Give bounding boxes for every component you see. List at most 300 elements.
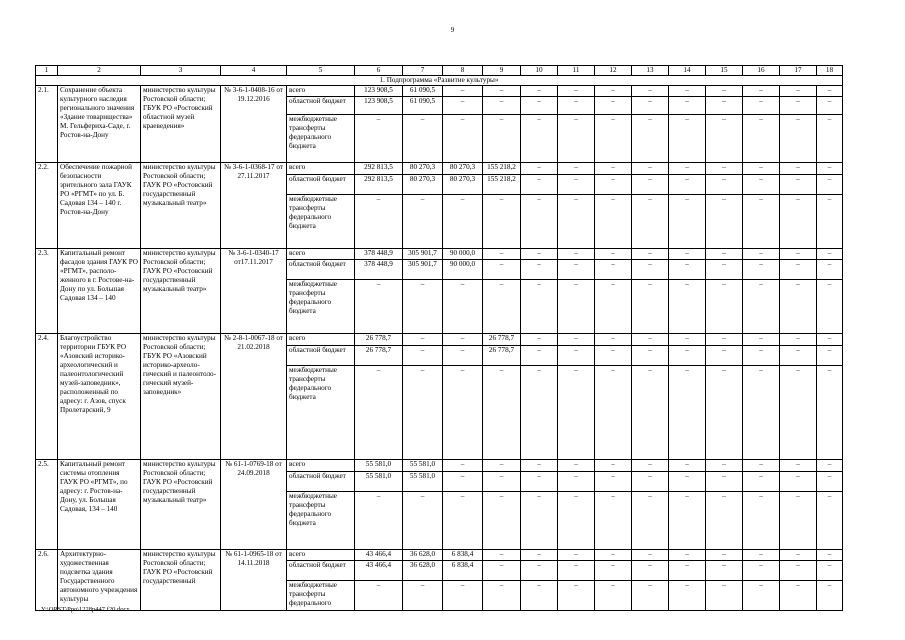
value-col-18: – — [817, 86, 843, 97]
value-col-17: – — [780, 86, 817, 97]
value-col-7: – — [403, 581, 443, 611]
funding-source: областной бюджет — [287, 472, 355, 492]
value-col-14: – — [669, 581, 706, 611]
value-col-16: – — [743, 86, 780, 97]
value-col-18: – — [817, 492, 843, 550]
executor: министерство культуры Ростовской области; ГБУК РО «Ростовский областной музей краеведения» — [141, 86, 221, 163]
funding-source: всего — [287, 460, 355, 472]
value-col-9: – — [483, 86, 521, 97]
value-col-6: – — [355, 280, 403, 334]
table-row — [36, 550, 843, 561]
value-col-10: – — [521, 366, 558, 460]
value-col-8: – — [443, 115, 483, 163]
funding-source: всего — [287, 550, 355, 561]
value-col-8: 6 838,4 — [443, 550, 483, 561]
value-col-17: – — [780, 97, 817, 115]
value-col-10: – — [521, 280, 558, 334]
value-col-17: – — [780, 175, 817, 195]
value-col-8: – — [443, 334, 483, 346]
value-col-16: – — [743, 115, 780, 163]
value-col-11: – — [558, 97, 595, 115]
value-col-9: 26 778,7 — [483, 334, 521, 346]
value-col-13: – — [632, 550, 669, 561]
value-col-7: 36 628,0 — [403, 550, 443, 561]
value-col-12: – — [595, 195, 632, 249]
value-col-9: – — [483, 472, 521, 492]
value-col-13: – — [632, 492, 669, 550]
value-col-7: 80 270,3 — [403, 175, 443, 195]
value-col-14: – — [669, 346, 706, 366]
table-row — [36, 460, 843, 472]
value-col-14: – — [669, 366, 706, 460]
value-col-17: – — [780, 346, 817, 366]
value-col-12: – — [595, 260, 632, 280]
value-col-6: – — [355, 195, 403, 249]
value-col-17: – — [780, 249, 817, 260]
column-number: 13 — [632, 66, 669, 76]
value-col-8: 80 270,3 — [443, 175, 483, 195]
value-col-12: – — [595, 97, 632, 115]
value-col-18: – — [817, 195, 843, 249]
value-col-13: – — [632, 561, 669, 581]
value-col-14: – — [669, 175, 706, 195]
value-col-12: – — [595, 581, 632, 611]
row-number: 2.2. — [36, 163, 58, 249]
value-col-7: 305 901,7 — [403, 260, 443, 280]
value-col-15: – — [706, 86, 743, 97]
value-col-13: – — [632, 175, 669, 195]
value-col-7: – — [403, 366, 443, 460]
value-col-12: – — [595, 346, 632, 366]
program-table — [35, 65, 843, 611]
value-col-15: – — [706, 561, 743, 581]
value-col-8: – — [443, 280, 483, 334]
value-col-10: – — [521, 97, 558, 115]
value-col-7: – — [403, 346, 443, 366]
value-col-9: 155 218,2 — [483, 175, 521, 195]
value-col-10: – — [521, 561, 558, 581]
column-number: 12 — [595, 66, 632, 76]
value-col-15: – — [706, 581, 743, 611]
value-col-11: – — [558, 334, 595, 346]
column-number: 4 — [221, 66, 287, 76]
document-number: № 61-1-0769-18 от 24.09.2018 — [221, 460, 287, 550]
value-col-11: – — [558, 249, 595, 260]
value-col-8: – — [443, 346, 483, 366]
value-col-8: 90 000,0 — [443, 249, 483, 260]
value-col-18: – — [817, 280, 843, 334]
value-col-7: – — [403, 280, 443, 334]
funding-source: межбюджетные трансферты федерального бюджета — [287, 366, 355, 460]
value-col-6: 43 466,4 — [355, 561, 403, 581]
value-col-14: – — [669, 115, 706, 163]
column-number: 18 — [817, 66, 843, 76]
value-col-11: – — [558, 366, 595, 460]
value-col-9: – — [483, 260, 521, 280]
value-col-6: – — [355, 366, 403, 460]
value-col-10: – — [521, 581, 558, 611]
executor: министерство культуры Ростовской области; ГАУК РО «Ростовский государственный — [141, 550, 221, 611]
column-number-row — [36, 66, 843, 76]
row-number: 2.5. — [36, 460, 58, 550]
value-col-16: – — [743, 175, 780, 195]
value-col-7: 61 090,5 — [403, 86, 443, 97]
value-col-15: – — [706, 472, 743, 492]
document-number: № 3-6-1-0408-16 от 19.12.2016 — [221, 86, 287, 163]
value-col-18: – — [817, 97, 843, 115]
document-number: № 61-1-0965-18 от 14.11.2018 — [221, 550, 287, 611]
funding-source: областной бюджет — [287, 260, 355, 280]
value-col-16: – — [743, 492, 780, 550]
funding-source: всего — [287, 86, 355, 97]
value-col-17: – — [780, 550, 817, 561]
value-col-16: – — [743, 334, 780, 346]
value-col-16: – — [743, 581, 780, 611]
value-col-8: 6 838,4 — [443, 561, 483, 581]
value-col-9: – — [483, 366, 521, 460]
executor: министерство культуры Ростовской области; ГБУК РО «Азовский историко-археологический и палеонтологический музей-заповедник» — [141, 334, 221, 460]
value-col-17: – — [780, 460, 817, 472]
value-col-11: – — [558, 260, 595, 280]
value-col-6: 43 466,4 — [355, 550, 403, 561]
value-col-10: – — [521, 346, 558, 366]
value-col-12: – — [595, 115, 632, 163]
value-col-10: – — [521, 492, 558, 550]
value-col-8: – — [443, 97, 483, 115]
value-col-10: – — [521, 163, 558, 175]
value-col-15: – — [706, 163, 743, 175]
value-col-9: 26 778,7 — [483, 346, 521, 366]
document-number: № 2-8-1-0067-18 от 21.02.2018 — [221, 334, 287, 460]
value-col-11: – — [558, 561, 595, 581]
value-col-14: – — [669, 334, 706, 346]
column-number: 11 — [558, 66, 595, 76]
event-name: Архитектурно-художественная подсветка здания Государственного автономного учреждения культуры — [58, 550, 141, 611]
value-col-13: – — [632, 115, 669, 163]
funding-source: областной бюджет — [287, 346, 355, 366]
column-number: 17 — [780, 66, 817, 76]
value-col-13: – — [632, 334, 669, 346]
value-col-7: – — [403, 334, 443, 346]
value-col-14: – — [669, 163, 706, 175]
value-col-6: 292 813,5 — [355, 175, 403, 195]
value-col-12: – — [595, 472, 632, 492]
value-col-6: 123 908,5 — [355, 97, 403, 115]
value-col-16: – — [743, 346, 780, 366]
value-col-16: – — [743, 260, 780, 280]
value-col-18: – — [817, 346, 843, 366]
event-name: Сохранение объекта культурного наследия регионального значения «Здание товарищества» М. Гельфериха-Саде, г. Ростов-на-Дону — [58, 86, 141, 163]
value-col-11: – — [558, 472, 595, 492]
event-name: Обеспечение пожарной безопасности зрительного зала ГАУК РО «РГМТ» по ул. Б. Садовая 134 – 140 г. Ростов-на-Дону — [58, 163, 141, 249]
column-number: 9 — [483, 66, 521, 76]
value-col-13: – — [632, 280, 669, 334]
value-col-6: 55 581,0 — [355, 460, 403, 472]
value-col-17: – — [780, 561, 817, 581]
value-col-8: – — [443, 581, 483, 611]
value-col-6: 26 778,7 — [355, 334, 403, 346]
value-col-14: – — [669, 86, 706, 97]
value-col-12: – — [595, 280, 632, 334]
value-col-10: – — [521, 260, 558, 280]
value-col-6: 55 581,0 — [355, 472, 403, 492]
value-col-13: – — [632, 86, 669, 97]
value-col-14: – — [669, 492, 706, 550]
value-col-12: – — [595, 561, 632, 581]
value-col-7: – — [403, 195, 443, 249]
value-col-7: – — [403, 115, 443, 163]
event-name: Капитальный ремонт фасадов здания ГАУК РО «РГМТ», расположенного в г. Ростове-на-Дону по ул. Большая Садовая 134 – 140 — [58, 249, 141, 334]
column-number: 14 — [669, 66, 706, 76]
value-col-10: – — [521, 550, 558, 561]
executor: министерство культуры Ростовской области; ГАУК РО «Ростовский государственный музыкальный театр» — [141, 163, 221, 249]
value-col-10: – — [521, 86, 558, 97]
value-col-14: – — [669, 472, 706, 492]
value-col-18: – — [817, 561, 843, 581]
event-name: Благоустройство территории ГБУК РО «Азовский историко-археологический и палеонтологический музей-заповедник», расположенный по адресу: г. Азов, спуск Пролетарский, 9 — [58, 334, 141, 460]
value-col-15: – — [706, 346, 743, 366]
value-col-11: – — [558, 195, 595, 249]
value-col-14: – — [669, 97, 706, 115]
value-col-13: – — [632, 97, 669, 115]
value-col-14: – — [669, 561, 706, 581]
value-col-18: – — [817, 334, 843, 346]
column-number: 6 — [355, 66, 403, 76]
value-col-11: – — [558, 175, 595, 195]
row-number: 2.3. — [36, 249, 58, 334]
value-col-11: – — [558, 346, 595, 366]
value-col-17: – — [780, 195, 817, 249]
value-col-10: – — [521, 249, 558, 260]
value-col-18: – — [817, 581, 843, 611]
value-col-10: – — [521, 175, 558, 195]
table-row — [36, 334, 843, 346]
column-number: 16 — [743, 66, 780, 76]
column-number: 3 — [141, 66, 221, 76]
value-col-17: – — [780, 115, 817, 163]
row-number: 2.6. — [36, 550, 58, 611]
funding-source: областной бюджет — [287, 175, 355, 195]
value-col-11: – — [558, 581, 595, 611]
value-col-16: – — [743, 561, 780, 581]
value-col-14: – — [669, 280, 706, 334]
value-col-14: – — [669, 260, 706, 280]
value-col-12: – — [595, 249, 632, 260]
value-col-9: – — [483, 460, 521, 472]
value-col-16: – — [743, 366, 780, 460]
value-col-14: – — [669, 249, 706, 260]
executor: министерство культуры Ростовской области; ГАУК РО «Ростовский государственный музыкальный театр» — [141, 460, 221, 550]
value-col-15: – — [706, 460, 743, 472]
value-col-8: – — [443, 195, 483, 249]
value-col-13: – — [632, 472, 669, 492]
value-col-7: 61 090,5 — [403, 97, 443, 115]
value-col-13: – — [632, 249, 669, 260]
value-col-9: – — [483, 581, 521, 611]
value-col-12: – — [595, 163, 632, 175]
value-col-13: – — [632, 163, 669, 175]
column-number: 5 — [287, 66, 355, 76]
value-col-8: 90 000,0 — [443, 260, 483, 280]
value-col-12: – — [595, 334, 632, 346]
value-col-18: – — [817, 472, 843, 492]
value-col-7: 80 270,3 — [403, 163, 443, 175]
value-col-9: 155 218,2 — [483, 163, 521, 175]
funding-source: областной бюджет — [287, 97, 355, 115]
value-col-11: – — [558, 280, 595, 334]
value-col-18: – — [817, 366, 843, 460]
value-col-18: – — [817, 163, 843, 175]
executor: министерство культуры Ростовской области; ГАУК РО «Ростовский государственный музыкальный театр» — [141, 249, 221, 334]
document-number: № 3-6-1-0340-17 от17.11.2017 — [221, 249, 287, 334]
value-col-10: – — [521, 460, 558, 472]
value-col-16: – — [743, 163, 780, 175]
funding-source: всего — [287, 334, 355, 346]
value-col-10: – — [521, 195, 558, 249]
value-col-16: – — [743, 249, 780, 260]
event-name: Капитальный ремонт системы отопления ГАУК РО «РГМТ», по адресу: г. Ростов-на-Дону, ул. Большая Садовая, 134 – 140 — [58, 460, 141, 550]
value-col-15: – — [706, 280, 743, 334]
value-col-7: 55 581,0 — [403, 460, 443, 472]
row-number: 2.1. — [36, 86, 58, 163]
value-col-6: 26 778,7 — [355, 346, 403, 366]
funding-source: межбюджетные трансферты федерального бюджета — [287, 280, 355, 334]
value-col-11: – — [558, 163, 595, 175]
value-col-17: – — [780, 280, 817, 334]
value-col-13: – — [632, 260, 669, 280]
value-col-9: – — [483, 195, 521, 249]
value-col-9: – — [483, 561, 521, 581]
value-col-10: – — [521, 334, 558, 346]
value-col-11: – — [558, 460, 595, 472]
value-col-14: – — [669, 460, 706, 472]
value-col-13: – — [632, 581, 669, 611]
page-number: 9 — [450, 26, 455, 34]
value-col-17: – — [780, 366, 817, 460]
value-col-9: – — [483, 550, 521, 561]
value-col-15: – — [706, 492, 743, 550]
value-col-15: – — [706, 260, 743, 280]
value-col-14: – — [669, 195, 706, 249]
value-col-15: – — [706, 550, 743, 561]
funding-source: всего — [287, 249, 355, 260]
value-col-14: – — [669, 550, 706, 561]
subprogram-row — [36, 76, 843, 86]
value-col-9: – — [483, 249, 521, 260]
value-col-17: – — [780, 472, 817, 492]
value-col-16: – — [743, 280, 780, 334]
column-number: 10 — [521, 66, 558, 76]
value-col-8: – — [443, 86, 483, 97]
value-col-18: – — [817, 460, 843, 472]
column-number: 15 — [706, 66, 743, 76]
value-col-11: – — [558, 86, 595, 97]
value-col-12: – — [595, 460, 632, 472]
value-col-15: – — [706, 366, 743, 460]
document-number: № 3-6-1-0368-17 от 27.11.2017 — [221, 163, 287, 249]
value-col-6: 378 448,9 — [355, 260, 403, 280]
value-col-13: – — [632, 195, 669, 249]
funding-source: межбюджетные трансферты федерального бюджета — [287, 195, 355, 249]
row-number: 2.4. — [36, 334, 58, 460]
table-row — [36, 86, 843, 97]
value-col-16: – — [743, 460, 780, 472]
value-col-6: 292 813,5 — [355, 163, 403, 175]
value-col-15: – — [706, 97, 743, 115]
value-col-18: – — [817, 260, 843, 280]
value-col-15: – — [706, 195, 743, 249]
value-col-16: – — [743, 550, 780, 561]
funding-source: межбюджетные трансферты федерального бюджета — [287, 492, 355, 550]
value-col-8: – — [443, 366, 483, 460]
value-col-9: – — [483, 115, 521, 163]
column-number: 2 — [58, 66, 141, 76]
subprogram-title: 1. Подпрограмма «Развитие культуры» — [36, 76, 843, 86]
funding-source: межбюджетные трансферты федерального — [287, 581, 355, 611]
funding-source: межбюджетные трансферты федерального бюджета — [287, 115, 355, 163]
value-col-12: – — [595, 86, 632, 97]
value-col-12: – — [595, 550, 632, 561]
value-col-17: – — [780, 581, 817, 611]
value-col-6: – — [355, 115, 403, 163]
funding-source: областной бюджет — [287, 561, 355, 581]
funding-source: всего — [287, 163, 355, 175]
value-col-15: – — [706, 249, 743, 260]
column-number: 7 — [403, 66, 443, 76]
value-col-15: – — [706, 175, 743, 195]
file-path-footer: Y:\ORST\Ppo\1228p447.f20.docx — [41, 606, 130, 613]
value-col-8: – — [443, 460, 483, 472]
value-col-15: – — [706, 334, 743, 346]
column-number: 8 — [443, 66, 483, 76]
value-col-6: 123 908,5 — [355, 86, 403, 97]
value-col-7: 55 581,0 — [403, 472, 443, 492]
value-col-8: – — [443, 492, 483, 550]
value-col-12: – — [595, 175, 632, 195]
value-col-11: – — [558, 115, 595, 163]
value-col-6: – — [355, 581, 403, 611]
value-col-9: – — [483, 280, 521, 334]
value-col-10: – — [521, 115, 558, 163]
value-col-6: 378 448,9 — [355, 249, 403, 260]
table-row — [36, 249, 843, 260]
value-col-16: – — [743, 195, 780, 249]
value-col-17: – — [780, 163, 817, 175]
value-col-17: – — [780, 492, 817, 550]
value-col-13: – — [632, 460, 669, 472]
value-col-7: – — [403, 492, 443, 550]
value-col-12: – — [595, 366, 632, 460]
value-col-11: – — [558, 550, 595, 561]
value-col-8: 80 270,3 — [443, 163, 483, 175]
value-col-12: – — [595, 492, 632, 550]
value-col-17: – — [780, 260, 817, 280]
value-col-15: – — [706, 115, 743, 163]
value-col-16: – — [743, 97, 780, 115]
value-col-18: – — [817, 249, 843, 260]
value-col-9: – — [483, 97, 521, 115]
value-col-18: – — [817, 175, 843, 195]
value-col-8: – — [443, 472, 483, 492]
value-col-18: – — [817, 550, 843, 561]
value-col-9: – — [483, 492, 521, 550]
value-col-10: – — [521, 472, 558, 492]
column-number: 1 — [36, 66, 58, 76]
table-row — [36, 163, 843, 175]
value-col-7: 36 628,0 — [403, 561, 443, 581]
value-col-11: – — [558, 492, 595, 550]
value-col-18: – — [817, 115, 843, 163]
